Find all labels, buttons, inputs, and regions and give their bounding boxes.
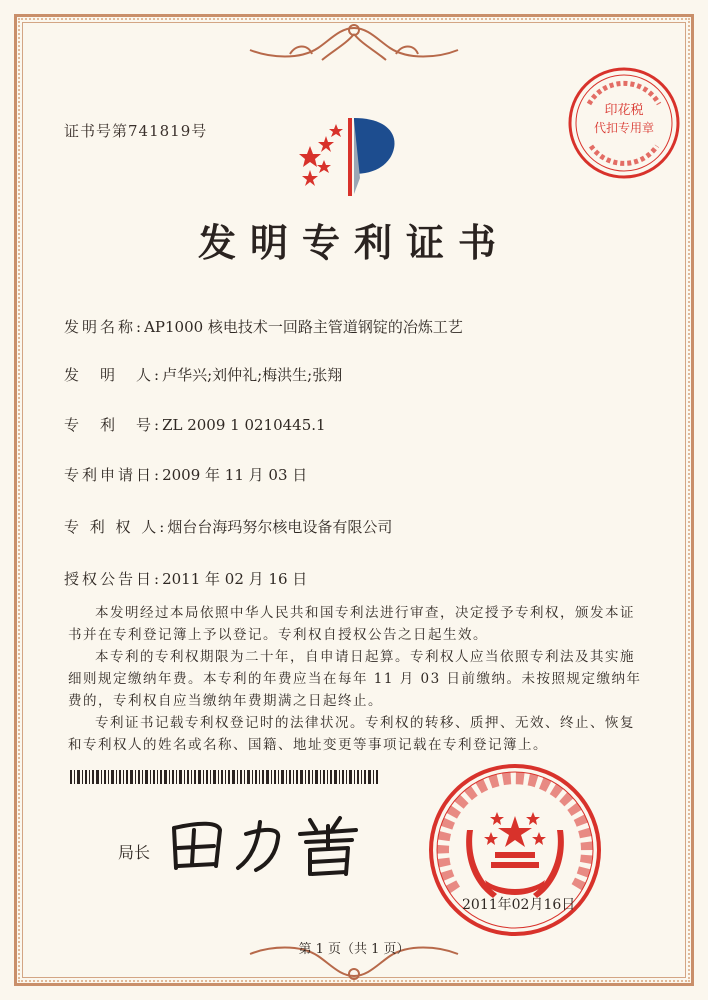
svg-text:印花税: 印花税 xyxy=(604,103,644,118)
grant-date-label: 授权公告日: xyxy=(64,570,163,588)
inventors-label: 发 明 人: xyxy=(64,366,163,384)
filing-date-row xyxy=(64,464,307,485)
patentee-value: 烟台台海玛努尔核电设备有限公司 xyxy=(167,518,393,536)
patent-number-label: 专 利 号: xyxy=(64,416,163,434)
cnipa-logo-icon xyxy=(290,108,410,198)
top-ornament-icon xyxy=(230,20,478,72)
barcode-icon xyxy=(70,770,380,784)
invention-name-row xyxy=(64,316,463,337)
grant-date-value: 2011 年 02 月 16 日 xyxy=(162,570,308,588)
director-label: 局长 xyxy=(118,843,151,862)
body-paragraph-3: 专利证书记载专利权登记时的法律状况。专利权的转移、质押、无效、终止、恢复和专利权人的姓名或名称、国籍、地址变更等事项记载在专利登记簿上。 xyxy=(68,715,635,753)
sign-date: 2011年02月16日 xyxy=(462,897,576,913)
body-paragraph-1: 本发明经过本局依照中华人民共和国专利法进行审查，决定授予专利权，颁发本证书并在专利登记簿上予以登记。专利权自授权公告之日起生效。 xyxy=(68,605,635,643)
grant-date-row xyxy=(64,568,307,589)
patent-number-row xyxy=(64,414,326,435)
invention-name-value: AP1000 核电技术一回路主管道钢锭的冶炼工艺 xyxy=(144,318,463,336)
filing-date-value: 2009 年 11 月 03 日 xyxy=(162,466,308,484)
patent-number-value: ZL 2009 1 0210445.1 xyxy=(162,416,326,434)
director-signature-icon xyxy=(160,808,380,880)
inventors-row xyxy=(64,364,342,385)
patentee-label: 专 利 权 人: xyxy=(64,518,168,536)
svg-text:代扣专用章: 代扣专用章 xyxy=(593,121,655,135)
certificate-body xyxy=(68,602,648,756)
invention-name-label: 发明名称: xyxy=(64,318,145,336)
certificate-number: 证书号第741819号 xyxy=(64,122,208,140)
body-paragraph-2: 本专利的专利权期限为二十年，自申请日起算。专利权人应当依照专利法及其实施细则规定缴纳年费。本专利的年费应当在每年 11 月 03 日前缴纳。未按照规定缴纳年费的，专利权自应当缴纳年费期满之日起终止。 xyxy=(68,649,642,709)
page-number: 第 1 页（共 1 页） xyxy=(298,942,410,957)
filing-date-label: 专利申请日: xyxy=(64,466,163,484)
page-title: 发明专利证书 xyxy=(197,220,510,265)
inventors-value: 卢华兴;刘仲礼;梅洪生;张翔 xyxy=(162,366,343,384)
patentee-row xyxy=(64,516,392,537)
tax-stamp-seal-icon xyxy=(565,64,683,182)
